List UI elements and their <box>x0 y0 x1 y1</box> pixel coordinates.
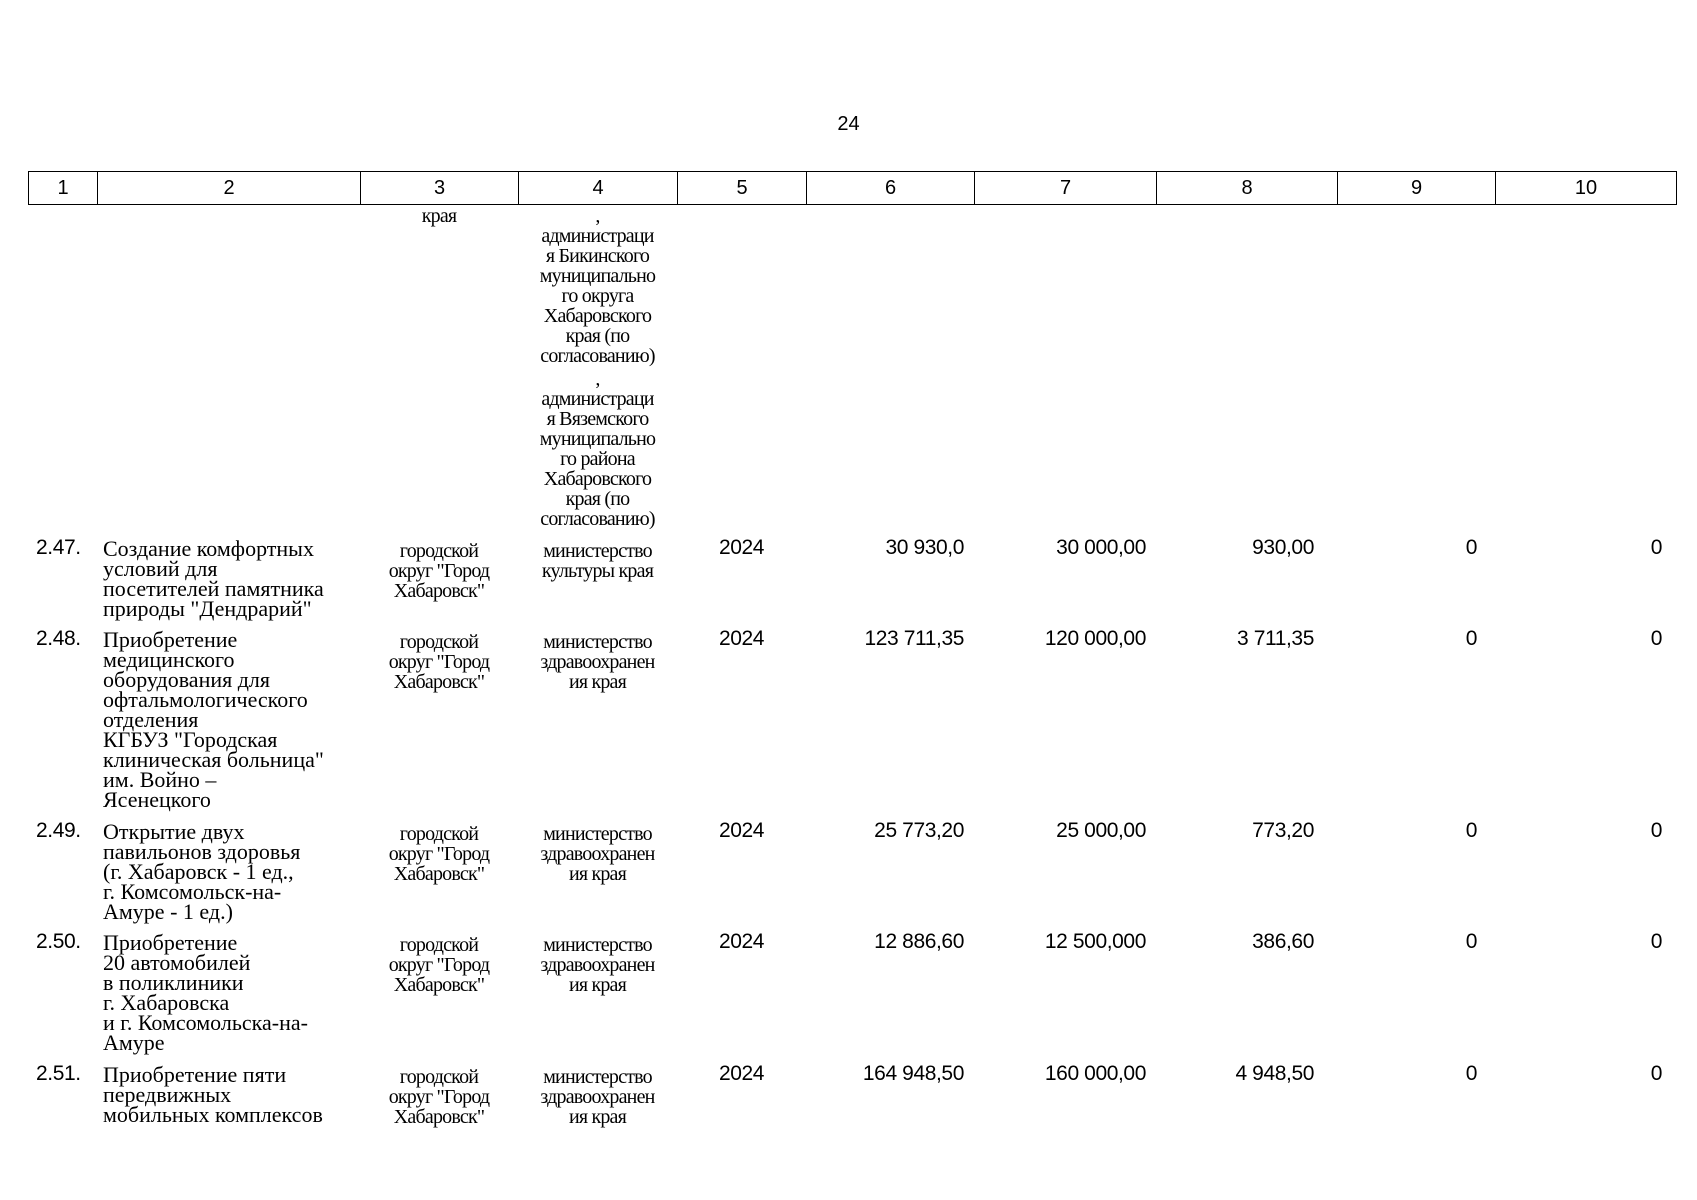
row-total: 12 886,60 <box>874 930 964 953</box>
row-regional: 386,60 <box>1252 930 1314 953</box>
header-col-10: 10 <box>1496 172 1677 205</box>
header-col-7: 7 <box>975 172 1157 205</box>
row-executor: министерство здравоохранен ия края <box>540 823 655 885</box>
row-total: 164 948,50 <box>862 1062 964 1085</box>
row-local: 0 <box>1465 930 1477 953</box>
row-year: 2024 <box>718 819 765 842</box>
row-number: 2.51. <box>36 1062 81 1085</box>
row-year: 2024 <box>718 1062 765 1085</box>
row-description: Приобретение 20 автомобилей в поликлиники г. Хабаровска и г. Комсомольска-на- Амуре <box>103 930 308 1055</box>
row-total: 30 930,0 <box>885 536 964 559</box>
header-col-2: 2 <box>98 172 361 205</box>
row-year: 2024 <box>718 627 765 650</box>
row-territory: городской округ "Город Хабаровск" <box>388 934 490 996</box>
continuation-executor-1: , администраци я Бикинского муниципально го округа Хабаровского края (по согласованию) <box>539 205 656 367</box>
continuation-territory: края <box>421 205 457 227</box>
row-executor: министерство здравоохранен ия края <box>540 631 655 693</box>
row-other: 0 <box>1650 627 1662 650</box>
row-local: 0 <box>1465 627 1477 650</box>
row-description: Создание комфортных условий для посетителей памятника природы "Дендрарий" <box>103 536 324 621</box>
row-federal: 120 000,00 <box>1044 627 1146 650</box>
row-executor: министерство здравоохранен ия края <box>540 934 655 996</box>
header-col-5: 5 <box>678 172 807 205</box>
row-executor: министерство здравоохранен ия края <box>540 1066 655 1128</box>
row-number: 2.49. <box>36 819 81 842</box>
row-year: 2024 <box>718 930 765 953</box>
continuation-executor-2: , администраци я Вяземского муниципально го района Хабаровского края (по согласованию) <box>539 368 656 530</box>
header-col-9: 9 <box>1338 172 1496 205</box>
row-executor: министерство культуры края <box>541 540 654 582</box>
row-total: 123 711,35 <box>864 627 964 650</box>
row-other: 0 <box>1650 1062 1662 1085</box>
row-number: 2.50. <box>36 930 81 953</box>
page-number: 24 <box>837 113 860 135</box>
row-local: 0 <box>1465 1062 1477 1085</box>
row-other: 0 <box>1650 536 1662 559</box>
header-col-1: 1 <box>29 172 98 205</box>
header-col-6: 6 <box>807 172 975 205</box>
row-number: 2.47. <box>36 536 81 559</box>
row-federal: 160 000,00 <box>1044 1062 1146 1085</box>
row-federal: 12 500,000 <box>1044 930 1146 953</box>
row-year: 2024 <box>718 536 765 559</box>
header-col-3: 3 <box>361 172 519 205</box>
column-number-header <box>28 171 1677 205</box>
row-local: 0 <box>1465 819 1477 842</box>
row-description: Открытие двух павильонов здоровья (г. Хабаровск - 1 ед., г. Комсомольск-на- Амуре - 1 ед.) <box>103 819 301 924</box>
header-col-8: 8 <box>1157 172 1338 205</box>
row-territory: городской округ "Город Хабаровск" <box>388 540 490 602</box>
row-territory: городской округ "Город Хабаровск" <box>388 823 490 885</box>
row-other: 0 <box>1650 819 1662 842</box>
row-other: 0 <box>1650 930 1662 953</box>
row-territory: городской округ "Город Хабаровск" <box>388 1066 490 1128</box>
row-local: 0 <box>1465 536 1477 559</box>
row-total: 25 773,20 <box>874 819 964 842</box>
row-regional: 773,20 <box>1252 819 1314 842</box>
row-description: Приобретение медицинского оборудования для офтальмологического отделения КГБУЗ "Городская клиническая больница" им. Войно – Ясенецкого <box>103 627 324 812</box>
row-federal: 30 000,00 <box>1056 536 1146 559</box>
row-territory: городской округ "Город Хабаровск" <box>388 631 490 693</box>
row-regional: 3 711,35 <box>1237 627 1314 650</box>
header-col-4: 4 <box>519 172 678 205</box>
row-number: 2.48. <box>36 627 81 650</box>
row-federal: 25 000,00 <box>1056 819 1146 842</box>
row-regional: 930,00 <box>1252 536 1314 559</box>
row-description: Приобретение пяти передвижных мобильных комплексов <box>103 1062 323 1127</box>
row-regional: 4 948,50 <box>1235 1062 1314 1085</box>
